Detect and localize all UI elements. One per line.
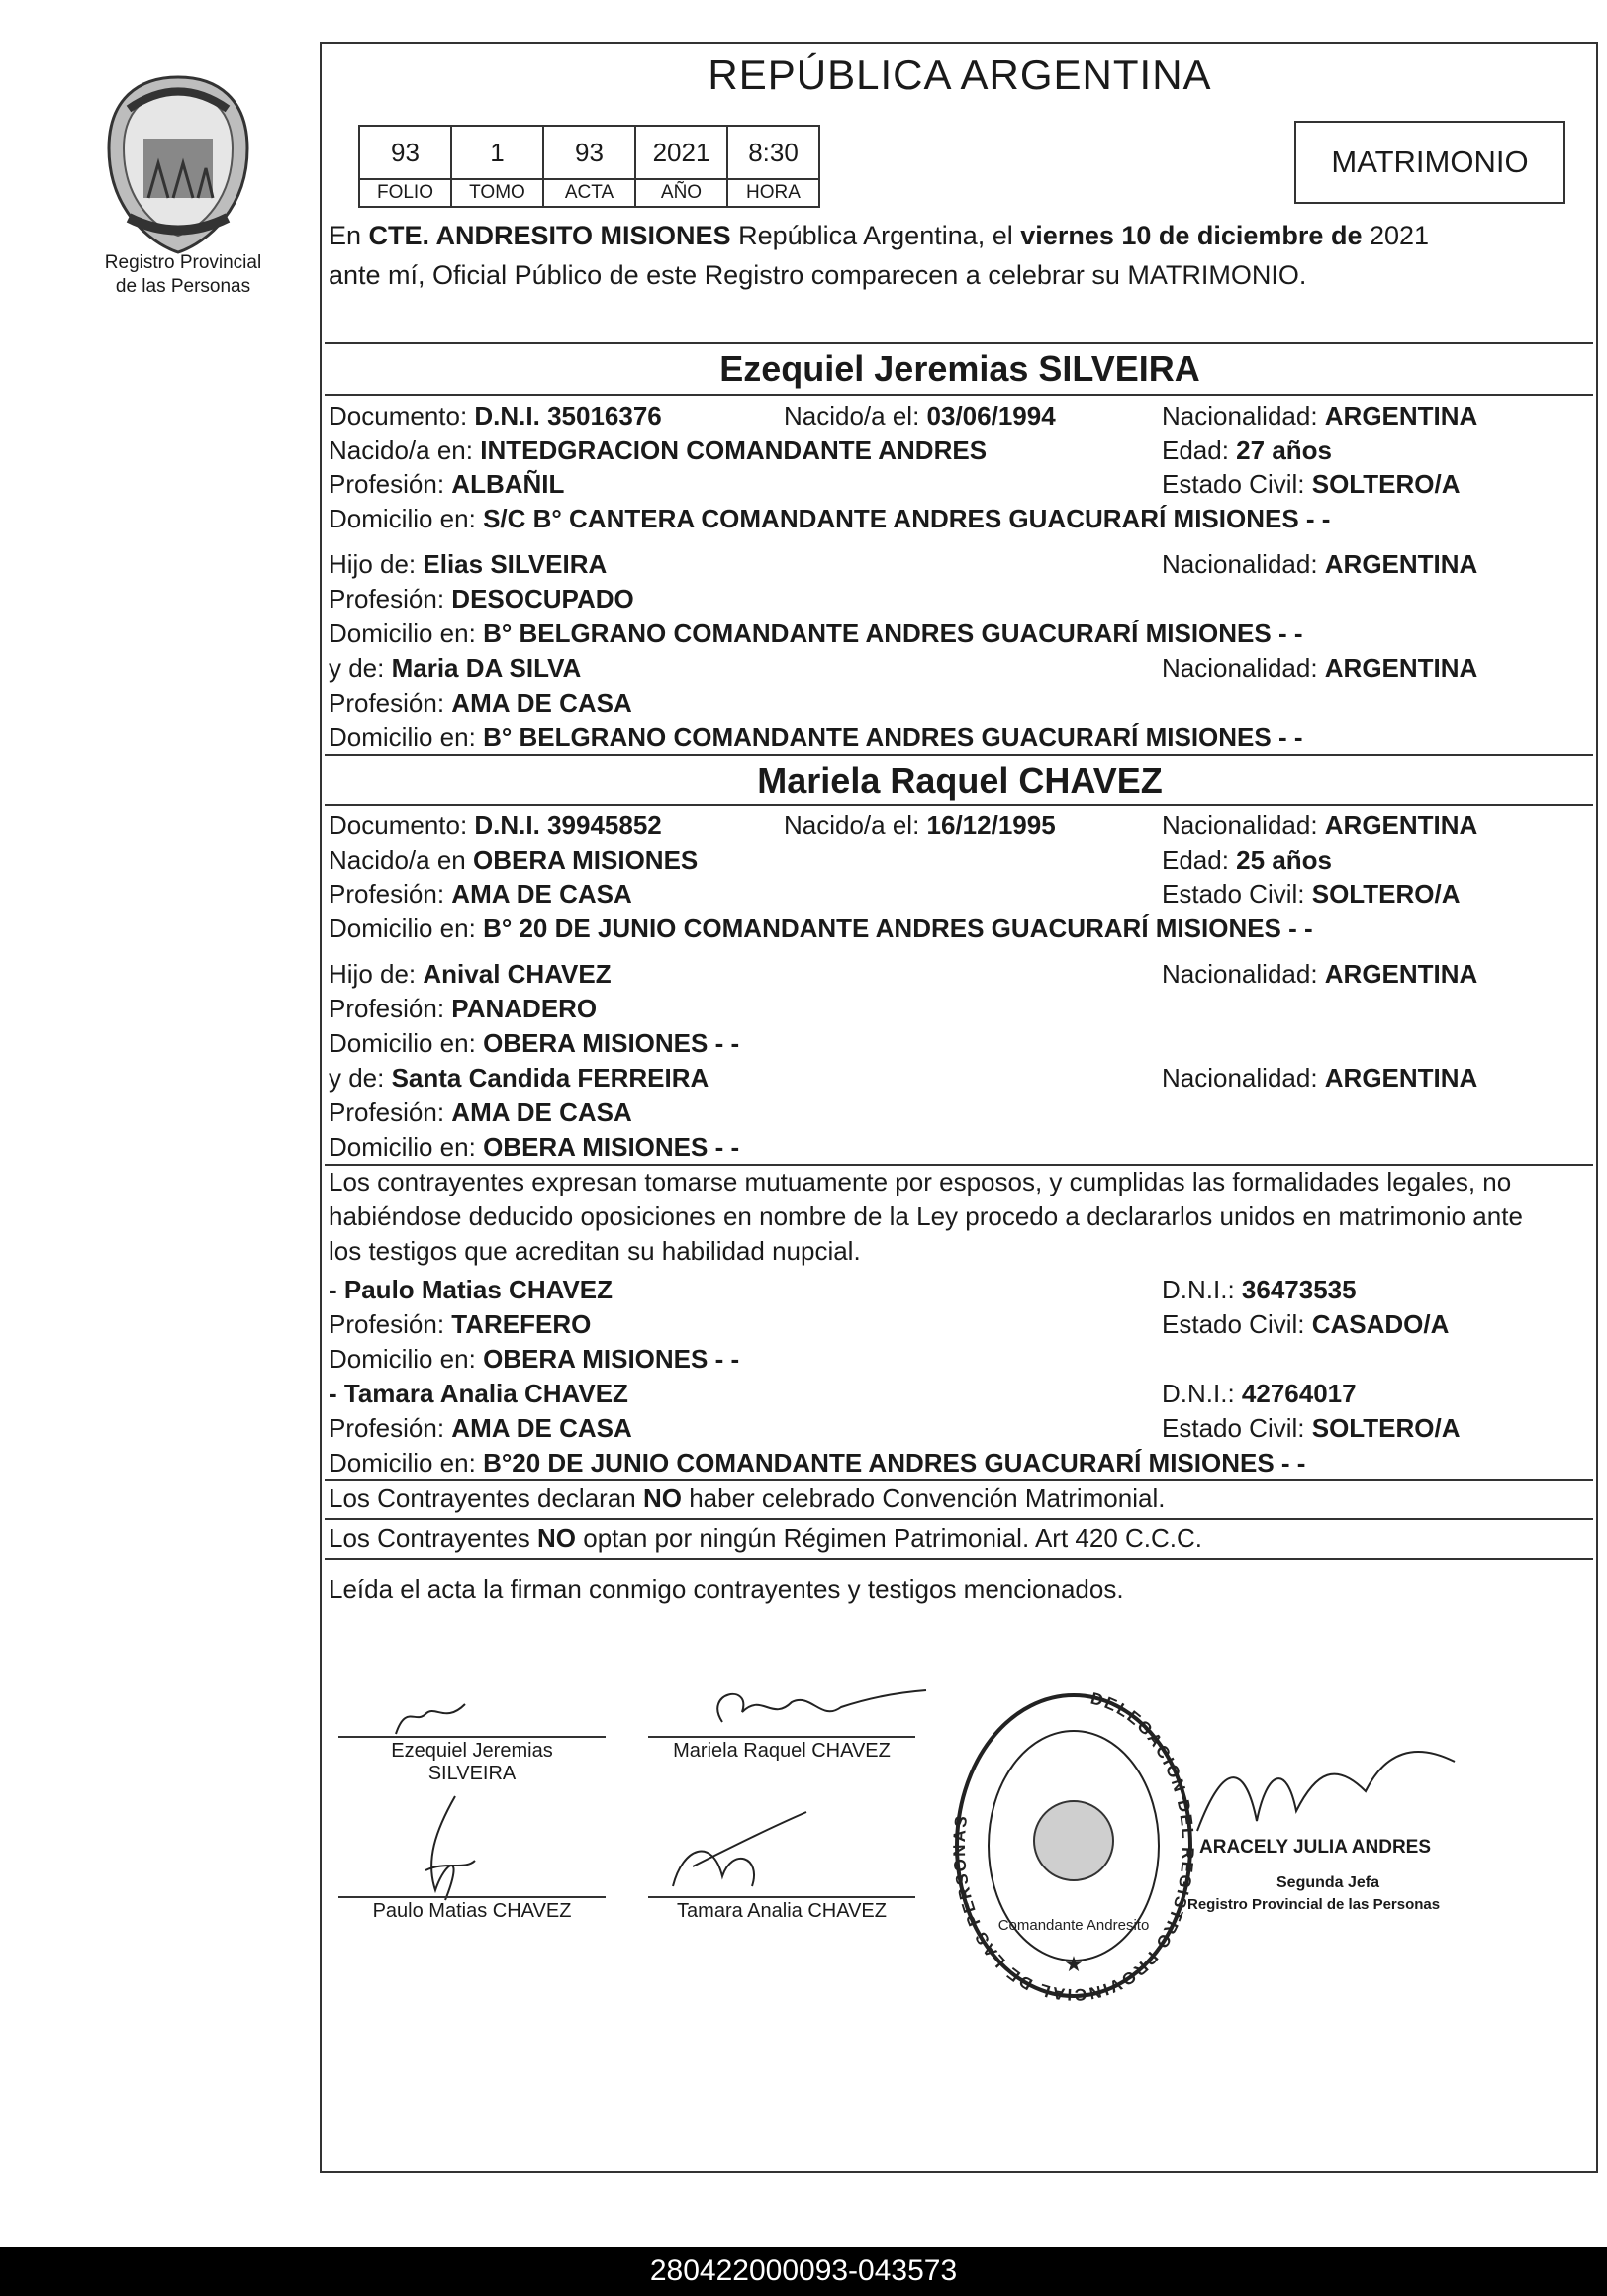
- acta-label: ACTA: [543, 179, 635, 207]
- spouse1-birthplace: Nacido/a en: INTEDGRACION COMANDANTE ANDRES: [329, 435, 988, 465]
- convention-line-2: Los Contrayentes NO optan por ningún Régimen Patrimonial. Art 420 C.C.C.: [329, 1523, 1203, 1553]
- witness1-name: - Paulo Matias CHAVEZ: [329, 1275, 614, 1304]
- spouse2-birthdate: Nacido/a el: 16/12/1995: [784, 811, 1056, 840]
- officer-name: ARACELY JULIA ANDRES: [1199, 1837, 1432, 1858]
- spouse1-mother: y de: Maria DA SILVA: [329, 653, 582, 683]
- spouse2-birthplace: Nacido/a en OBERA MISIONES: [329, 845, 699, 875]
- divider: [325, 342, 1593, 344]
- tomo-label: TOMO: [451, 179, 543, 207]
- spouse1-document: Documento: D.N.I. 35016376: [329, 401, 662, 430]
- spouse1-address: Domicilio en: S/C B° CANTERA COMANDANTE ANDRES GUACURARÍ MISIONES - -: [329, 504, 1331, 533]
- convention-line-1: Los Contrayentes declaran NO haber celebrado Convención Matrimonial.: [329, 1483, 1166, 1513]
- ceremony-place: CTE. ANDRESITO MISIONES: [368, 221, 731, 250]
- divider: [325, 394, 1593, 396]
- signature-name-1: Ezequiel Jeremias SILVEIRA: [391, 1740, 553, 1784]
- intro-line-2: ante mí, Oficial Público de este Registro comparecen a celebrar su MATRIMONIO.: [329, 260, 1307, 290]
- ceremony-date: viernes 10 de diciembre de: [1020, 221, 1363, 250]
- spouse2-mother-profession: Profesión: AMA DE CASA: [329, 1098, 632, 1127]
- stamp-inner-text: Comandante Andresito: [997, 1917, 1150, 1934]
- spouse1-father: Hijo de: Elias SILVEIRA: [329, 549, 608, 579]
- folio-value: 93: [359, 126, 451, 179]
- declaration-line-1: Los contrayentes expresan tomarse mutuamente por esposos, y cumplidas las formalidades legales, no: [329, 1167, 1512, 1196]
- spouse2-age: Edad: 25 años: [1162, 845, 1332, 875]
- spouse2-father-address: Domicilio en: OBERA MISIONES - -: [329, 1028, 740, 1058]
- hour-value: 8:30: [727, 126, 819, 179]
- spouse2-civil-status: Estado Civil: SOLTERO/A: [1162, 879, 1461, 909]
- spouse1-father-profession: Profesión: DESOCUPADO: [329, 584, 634, 614]
- signature-line-4: [648, 1896, 915, 1898]
- spouse1-mother-address: Domicilio en: B° BELGRANO COMANDANTE ANDRES GUACURARÍ MISIONES - -: [329, 722, 1303, 752]
- signature-line-1: [338, 1736, 606, 1738]
- divider: [325, 754, 1593, 756]
- witness2-profession: Profesión: AMA DE CASA: [329, 1413, 632, 1443]
- spouse2-document: Documento: D.N.I. 39945852: [329, 811, 662, 840]
- document-code-bar: [0, 2247, 1607, 2296]
- country-title: REPÚBLICA ARGENTINA: [708, 51, 1212, 98]
- act-type-box: [1294, 121, 1565, 204]
- spouse2-mother-nationality: Nacionalidad: ARGENTINA: [1162, 1063, 1478, 1093]
- stamp-star-icon: ★: [1064, 1952, 1084, 1976]
- spouse1-age: Edad: 27 años: [1162, 435, 1332, 465]
- spouse1-father-nationality: Nacionalidad: ARGENTINA: [1162, 549, 1478, 579]
- signature-line-2: [648, 1736, 915, 1738]
- stamp-ring-text: DELEGACION DEL REGISTRO PROVINCIAL DE LAS PERSONAS: [950, 1688, 1197, 2005]
- tomo-value: 1: [451, 126, 543, 179]
- closing-statement: Leída el acta la firman conmigo contrayentes y testigos mencionados.: [329, 1575, 1124, 1604]
- spouse2-father-profession: Profesión: PANADERO: [329, 994, 598, 1023]
- signature-mark-3-icon: [406, 1791, 485, 1910]
- spouse1-name: Ezequiel Jeremias SILVEIRA: [719, 348, 1200, 389]
- declaration-line-3: los testigos que acreditan su habilidad nupcial.: [329, 1236, 861, 1266]
- spouse1-mother-profession: Profesión: AMA DE CASA: [329, 688, 632, 718]
- hour-label: HORA: [727, 179, 819, 207]
- signature-line-3: [338, 1896, 606, 1898]
- declaration-line-2: habiéndose deducido oposiciones en nombre de la Ley procedo a declararlos unidos en matrimonio ante: [329, 1201, 1523, 1231]
- spouse1-birthdate: Nacido/a el: 03/06/1994: [784, 401, 1056, 430]
- spouse2-mother: y de: Santa Candida FERREIRA: [329, 1063, 709, 1093]
- divider: [325, 1558, 1593, 1560]
- year-label: AÑO: [635, 179, 727, 207]
- witness1-address: Domicilio en: OBERA MISIONES - -: [329, 1344, 740, 1374]
- signature-name-2: Mariela Raquel CHAVEZ: [673, 1740, 891, 1762]
- witness1-civil-status: Estado Civil: CASADO/A: [1162, 1309, 1450, 1339]
- document-code: 280422000093-043573: [649, 2254, 958, 2287]
- witness2-civil-status: Estado Civil: SOLTERO/A: [1162, 1413, 1461, 1443]
- spouse2-father: Hijo de: Anival CHAVEZ: [329, 959, 612, 989]
- signature-name-3: Paulo Matias CHAVEZ: [372, 1900, 572, 1922]
- spouse1-profession: Profesión: ALBAÑIL: [329, 469, 565, 499]
- spouse2-father-nationality: Nacionalidad: ARGENTINA: [1162, 959, 1478, 989]
- witness1-profession: Profesión: TAREFERO: [329, 1309, 592, 1339]
- spouse1-mother-nationality: Nacionalidad: ARGENTINA: [1162, 653, 1478, 683]
- intro-line-1: En CTE. ANDRESITO MISIONES República Argentina, el viernes 10 de diciembre de 2021: [329, 221, 1430, 250]
- act-type: MATRIMONIO: [1331, 144, 1529, 179]
- folio-label: FOLIO: [359, 179, 451, 207]
- official-stamp: [950, 1682, 1197, 2009]
- signature-name-4: Tamara Analia CHAVEZ: [677, 1900, 887, 1922]
- spouse2-nationality: Nacionalidad: ARGENTINA: [1162, 811, 1478, 840]
- spouse2-profession: Profesión: AMA DE CASA: [329, 879, 632, 909]
- signature-mark-2-icon: [693, 1682, 930, 1742]
- witness1-dni: D.N.I.: 36473535: [1162, 1275, 1357, 1304]
- year-value: 2021: [635, 126, 727, 179]
- spouse1-nationality: Nacionalidad: ARGENTINA: [1162, 401, 1478, 430]
- divider: [325, 804, 1593, 806]
- witness2-dni: D.N.I.: 42764017: [1162, 1379, 1357, 1408]
- spouse2-address: Domicilio en: B° 20 DE JUNIO COMANDANTE ANDRES GUACURARÍ MISIONES - -: [329, 913, 1313, 943]
- witness2-name: - Tamara Analia CHAVEZ: [329, 1379, 628, 1408]
- witness2-address: Domicilio en: B°20 DE JUNIO COMANDANTE ANDRES GUACURARÍ MISIONES - -: [329, 1448, 1306, 1478]
- officer-organization: Registro Provincial de las Personas: [1187, 1896, 1441, 1913]
- acta-value: 93: [543, 126, 635, 179]
- spouse2-name: Mariela Raquel CHAVEZ: [757, 760, 1163, 801]
- divider: [325, 1518, 1593, 1520]
- officer-title: Segunda Jefa: [1276, 1874, 1380, 1891]
- divider: [325, 1479, 1593, 1481]
- province-logo: [99, 69, 257, 257]
- record-number-table: [358, 125, 820, 208]
- signature-mark-4-icon: [653, 1807, 811, 1906]
- spouse1-civil-status: Estado Civil: SOLTERO/A: [1162, 469, 1461, 499]
- spouse1-father-address: Domicilio en: B° BELGRANO COMANDANTE ANDRES GUACURARÍ MISIONES - -: [329, 619, 1303, 648]
- spouse2-mother-address: Domicilio en: OBERA MISIONES - -: [329, 1132, 740, 1162]
- registry-caption: Registro Provincial de las Personas: [104, 252, 262, 297]
